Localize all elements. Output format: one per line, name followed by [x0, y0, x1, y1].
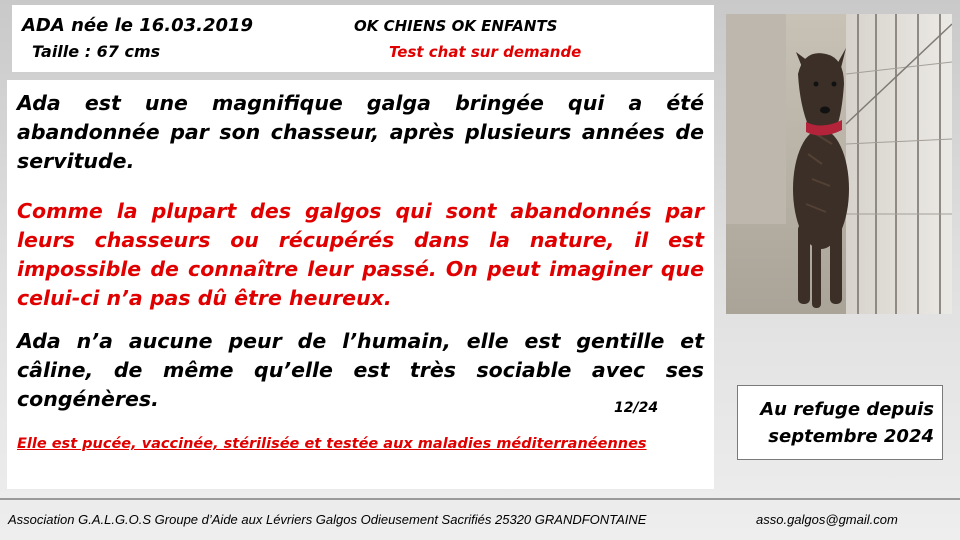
footer-divider [0, 498, 960, 500]
name-dob-text: ADA née le 16.03.2019 [22, 15, 254, 36]
cat-test-text: Test chat sur demande [389, 43, 582, 61]
footer-email: asso.galgos@gmail.com [756, 512, 898, 527]
history-paragraph: Comme la plupart des galgos qui sont abandonnés par leurs chasseurs ou récupérés dans la nature, il est impossible de connaître leur passé. On peut imaginer que celui-ci n’a pas dû être heureux. [17, 199, 704, 310]
refuge-box [737, 385, 943, 460]
description-box [7, 80, 714, 489]
refuge-line-2: septembre 2024 [768, 426, 934, 447]
page-number: 12/24 [614, 400, 659, 416]
health-paragraph: Elle est pucée, vaccinée, stérilisée et testée aux maladies méditerranéennes [17, 436, 647, 452]
footer-association: Association G.A.L.G.O.S Groupe d’Aide aux Lévriers Galgos Odieusement Sacrifiés 25320 GRANDFONTAINE [8, 512, 647, 527]
dog-photo [726, 14, 952, 314]
header-box [12, 5, 714, 72]
intro-paragraph: Ada est une magnifique galga bringée qui a été abandonnée par son chasseur, après plusieurs années de servitude. [17, 91, 704, 173]
temperament-paragraph: Ada n’a aucune peur de l’humain, elle est gentille et câline, de même qu’elle est très sociable avec ses congénères. [17, 329, 704, 411]
dog-illustration [726, 14, 952, 314]
refuge-line-1: Au refuge depuis [760, 399, 934, 420]
size-text: Taille : 67 cms [32, 42, 161, 61]
compat-text: OK CHIENS OK ENFANTS [354, 17, 558, 35]
